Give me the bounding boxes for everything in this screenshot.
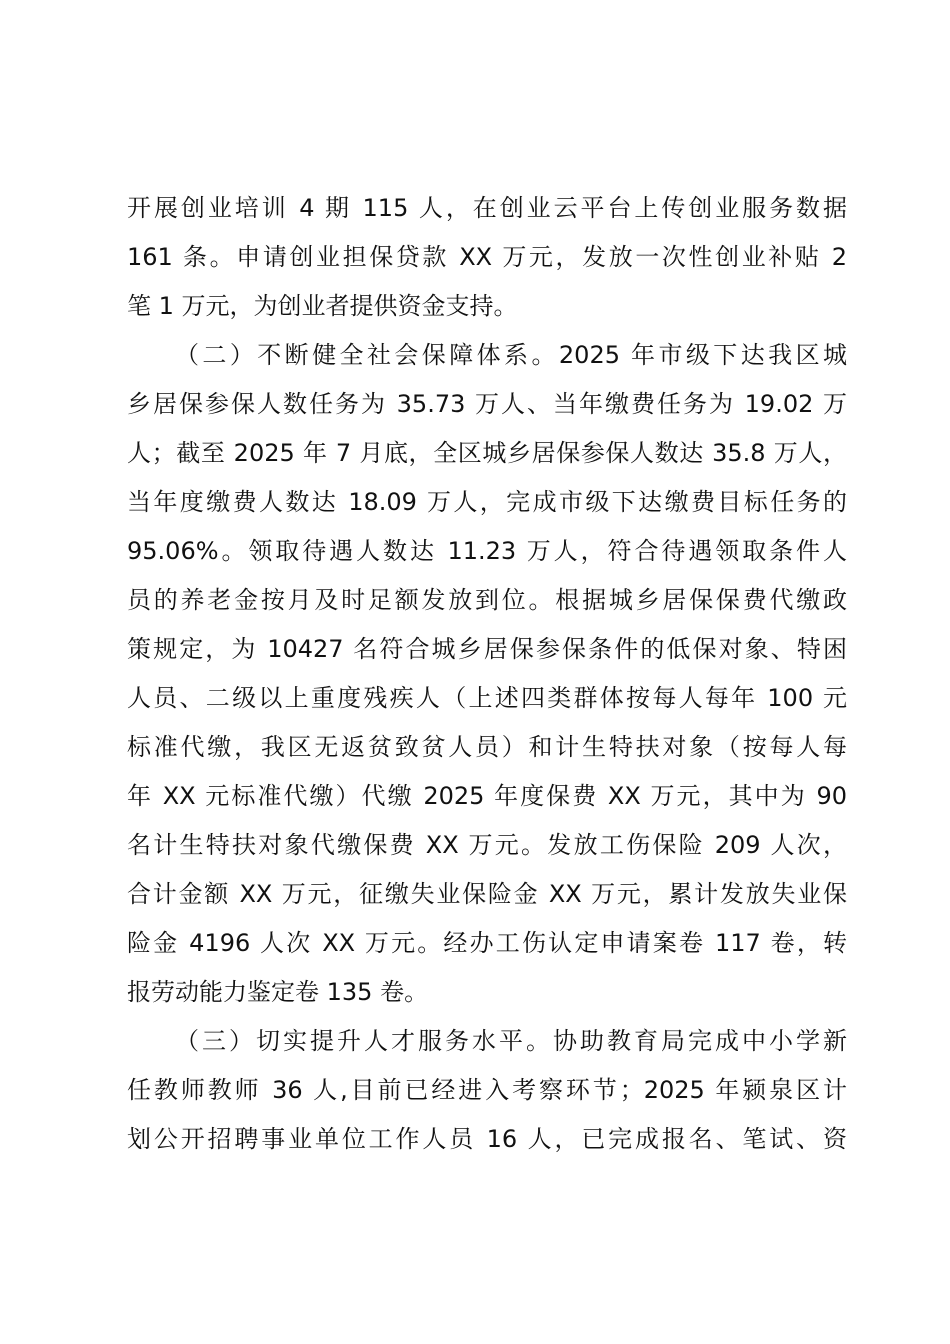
text-line: 合计金额 XX 万元，征缴失业保险金 XX 万元，累计发放失业保	[127, 880, 847, 908]
text-line: （二）不断健全社会保障体系。2025 年市级下达我区城	[175, 341, 847, 369]
document-body	[127, 184, 847, 1164]
text-line: 乡居保参保人数任务为 35.73 万人、当年缴费任务为 19.02 万	[127, 390, 847, 418]
text-line: 报劳动能力鉴定卷 135 卷。	[127, 978, 429, 1006]
text-line: 年 XX 元标准代缴）代缴 2025 年度保费 XX 万元，其中为 90	[127, 782, 847, 810]
text-line: 当年度缴费人数达 18.09 万人，完成市级下达缴费目标任务的	[127, 488, 847, 516]
text-line: 95.06%。领取待遇人数达 11.23 万人，符合待遇领取条件人	[127, 537, 847, 565]
text-line: 险金 4196 人次 XX 万元。经办工伤认定申请案卷 117 卷，转	[127, 929, 847, 957]
text-line: （三）切实提升人才服务水平。协助教育局完成中小学新	[175, 1027, 847, 1055]
text-line: 人；截至 2025 年 7 月底，全区城乡居保参保人数达 35.8 万人，	[127, 439, 847, 467]
paragraph-entrepreneurship	[127, 184, 847, 331]
text-line: 161 条。申请创业担保贷款 XX 万元，发放一次性创业补贴 2	[127, 243, 847, 271]
text-line: 划公开招聘事业单位工作人员 16 人，已完成报名、笔试、资	[127, 1125, 847, 1153]
paragraph-social-security	[127, 331, 847, 1017]
text-line: 标准代缴，我区无返贫致贫人员）和计生特扶对象（按每人每	[127, 733, 847, 761]
text-line: 策规定，为 10427 名符合城乡居保参保条件的低保对象、特困	[127, 635, 847, 663]
text-line: 员的养老金按月及时足额发放到位。根据城乡居保保费代缴政	[127, 586, 847, 614]
text-line: 笔 1 万元，为创业者提供资金支持。	[127, 292, 518, 320]
paragraph-talent-services	[127, 1017, 847, 1164]
text-line: 人员、二级以上重度残疾人（上述四类群体按每人每年 100 元	[127, 684, 847, 712]
text-line: 开展创业培训 4 期 115 人，在创业云平台上传创业服务数据	[127, 194, 847, 222]
text-line: 名计生特扶对象代缴保费 XX 万元。发放工伤保险 209 人次，	[127, 831, 847, 859]
text-line: 任教师教师 36 人,目前已经进入考察环节；2025 年颍泉区计	[127, 1076, 847, 1104]
